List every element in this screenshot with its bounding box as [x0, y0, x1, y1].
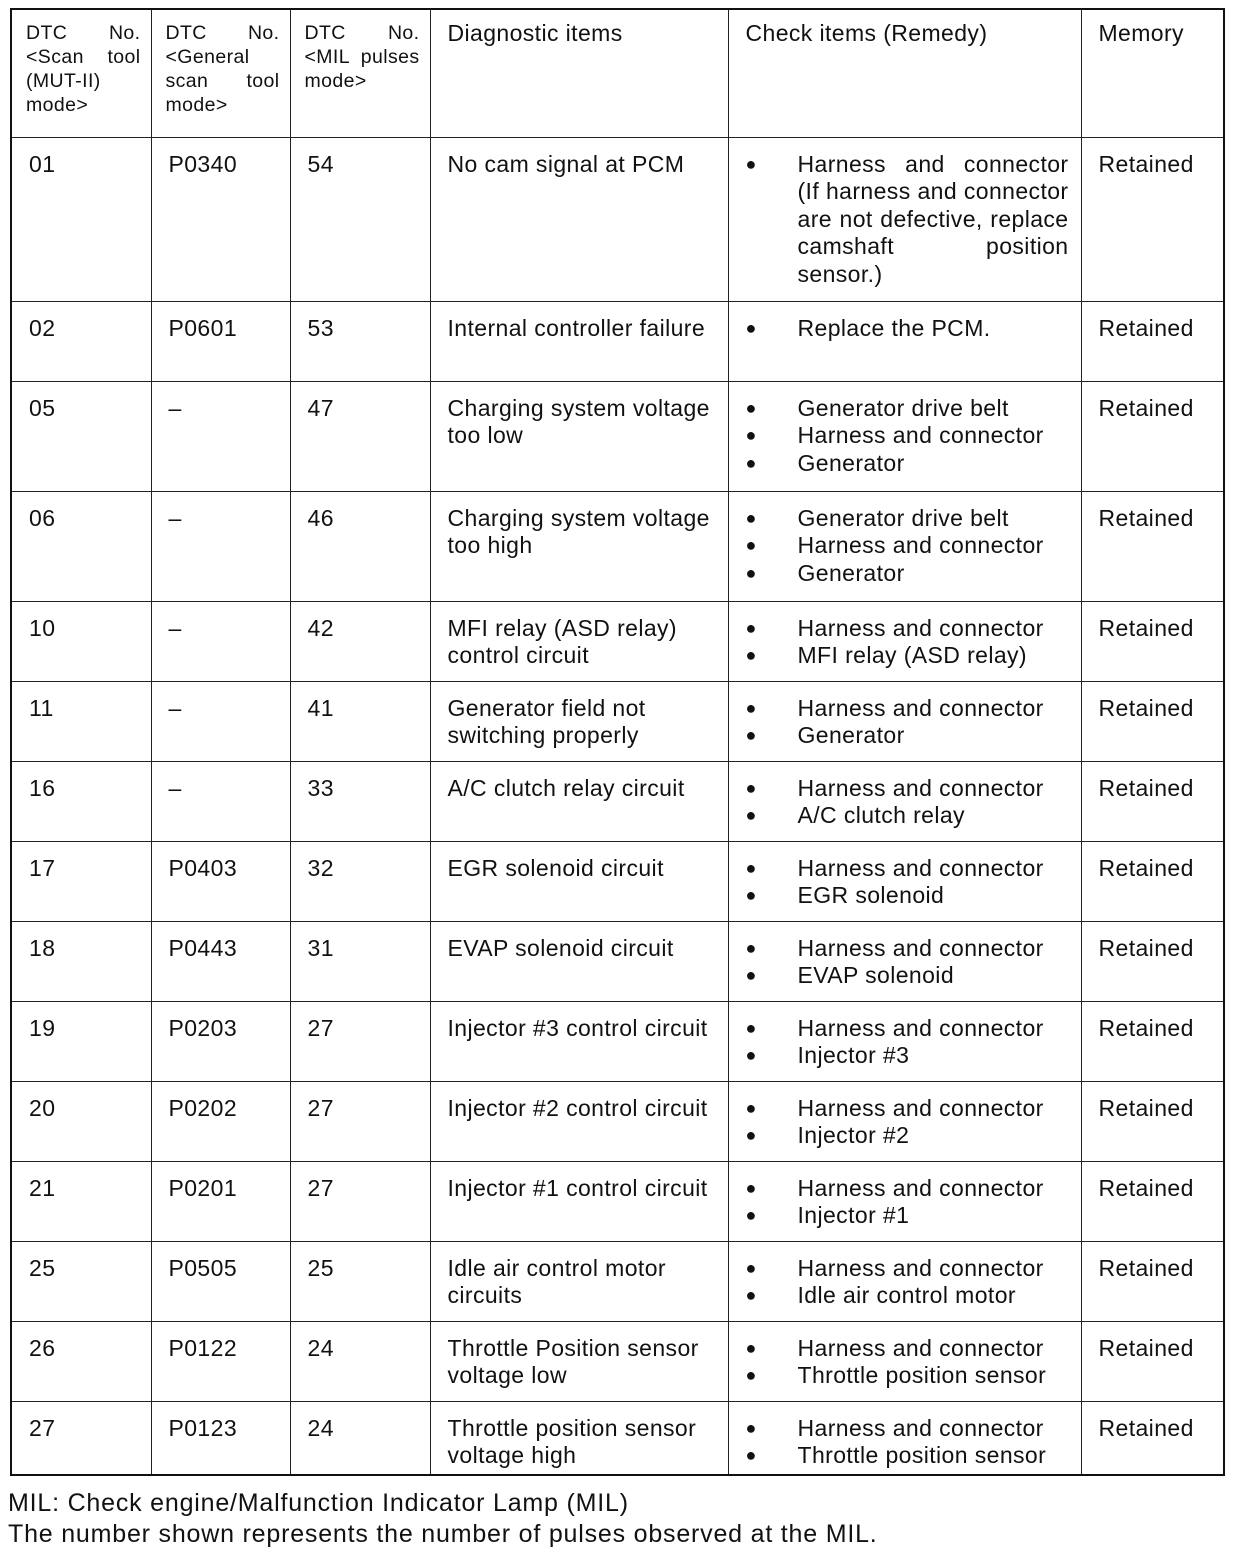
diagnostic-item: Charging system voltage too high: [430, 491, 728, 601]
dtc-mil-pulses: 42: [290, 601, 430, 681]
memory-status: Retained: [1081, 1001, 1224, 1081]
bullet-icon: ●: [745, 805, 757, 826]
bullet-icon: ●: [745, 317, 757, 338]
table-row: [11, 1001, 1224, 1081]
header-mil-pulses: DTC No. <MIL pulses mode>: [290, 9, 430, 137]
bullet-icon: ●: [745, 857, 757, 878]
check-items: [728, 491, 1081, 601]
bullet-icon: ●: [745, 617, 757, 638]
check-items-list: [746, 1015, 1069, 1070]
memory-status: Retained: [1081, 921, 1224, 1001]
check-item: [746, 395, 1069, 423]
table-row: [11, 921, 1224, 1001]
bullet-icon: ●: [745, 1445, 757, 1466]
check-item-text: Idle air control motor: [797, 1282, 1016, 1309]
dtc-mil-pulses: 47: [290, 381, 430, 491]
diagnostic-item: Injector #1 control circuit: [430, 1161, 728, 1241]
check-items: [728, 601, 1081, 681]
dtc-general-scan-code: P0202: [151, 1081, 290, 1161]
dtc-scan-tool-code: 18: [11, 921, 151, 1001]
check-item-text: EGR solenoid: [797, 882, 945, 909]
memory-status: Retained: [1081, 1241, 1224, 1321]
check-item: [746, 1442, 1069, 1470]
bullet-icon: ●: [745, 562, 757, 583]
dtc-general-scan-code: P0403: [151, 841, 290, 921]
memory-status: Retained: [1081, 681, 1224, 761]
dtc-scan-tool-code: 10: [11, 601, 151, 681]
diagnostic-item: Injector #3 control circuit: [430, 1001, 728, 1081]
check-item: [746, 422, 1069, 450]
check-items-list: [746, 151, 1069, 289]
check-item-text: Harness and connector: [797, 614, 1044, 641]
check-item: [746, 450, 1069, 478]
memory-status: Retained: [1081, 1321, 1224, 1401]
table-row: [11, 681, 1224, 761]
check-item-text: Replace the PCM.: [797, 314, 991, 341]
check-item-text: Generator: [797, 449, 905, 476]
bullet-icon: ●: [745, 725, 757, 746]
memory-status: Retained: [1081, 841, 1224, 921]
dtc-mil-pulses: 46: [290, 491, 430, 601]
check-items-list: [746, 1175, 1069, 1230]
dtc-general-scan-code: –: [151, 681, 290, 761]
check-item: [746, 1362, 1069, 1390]
diagnostic-item: Throttle Position sensor voltage low: [430, 1321, 728, 1401]
memory-status: Retained: [1081, 1161, 1224, 1241]
dtc-mil-pulses: 53: [290, 301, 430, 381]
dtc-table: [10, 8, 1225, 1476]
bullet-icon: ●: [745, 535, 757, 556]
header-scan-tool: DTC No. <Scan tool (MUT-II) mode>: [11, 9, 151, 137]
check-items: [728, 381, 1081, 491]
dtc-mil-pulses: 33: [290, 761, 430, 841]
check-item: [746, 802, 1069, 830]
dtc-mil-pulses: 24: [290, 1321, 430, 1401]
dtc-mil-pulses: 27: [290, 1161, 430, 1241]
bullet-icon: ●: [745, 697, 757, 718]
header-row: [11, 9, 1224, 137]
check-item-text: Throttle position sensor: [797, 1362, 1047, 1389]
bullet-icon: ●: [745, 885, 757, 906]
dtc-scan-tool-code: 01: [11, 137, 151, 301]
bullet-icon: ●: [745, 965, 757, 986]
check-item-text: Generator drive belt: [797, 394, 1009, 421]
table-row: [11, 137, 1224, 301]
check-item-text: Injector #2: [797, 1122, 910, 1149]
diagnostic-item: EVAP solenoid circuit: [430, 921, 728, 1001]
bullet-icon: ●: [745, 452, 757, 473]
bullet-icon: ●: [745, 1017, 757, 1038]
check-item: [746, 1202, 1069, 1230]
bullet-icon: ●: [745, 1285, 757, 1306]
bullet-icon: ●: [745, 937, 757, 958]
dtc-mil-pulses: 25: [290, 1241, 430, 1321]
table-row: [11, 301, 1224, 381]
check-item-text: Harness and connector: [797, 422, 1044, 449]
diagnostic-item: Injector #2 control circuit: [430, 1081, 728, 1161]
check-items-list: [746, 395, 1069, 478]
check-item: [746, 1335, 1069, 1363]
check-items-list: [746, 505, 1069, 588]
bullet-icon: ●: [745, 1257, 757, 1278]
check-items: [728, 1161, 1081, 1241]
check-item: [746, 315, 1069, 343]
check-item-text: Harness and connector: [797, 1094, 1044, 1121]
check-item-text: MFI relay (ASD relay): [797, 642, 1027, 669]
diagnostic-item: EGR solenoid circuit: [430, 841, 728, 921]
table-row: [11, 381, 1224, 491]
check-items-list: [746, 1095, 1069, 1150]
header-general-scan: DTC No. <General scan tool mode>: [151, 9, 290, 137]
check-items-list: [746, 855, 1069, 910]
table-row: [11, 841, 1224, 921]
table-row: [11, 1161, 1224, 1241]
table-row: [11, 1321, 1224, 1401]
dtc-general-scan-code: –: [151, 601, 290, 681]
bullet-icon: ●: [745, 1417, 757, 1438]
diagnostic-item: Throttle position sensor voltage high: [430, 1401, 728, 1475]
dtc-general-scan-code: P0601: [151, 301, 290, 381]
check-item: [746, 1042, 1069, 1070]
dtc-general-scan-code: P0340: [151, 137, 290, 301]
table-row: [11, 1081, 1224, 1161]
check-item-text: Harness and connector: [797, 934, 1044, 961]
dtc-general-scan-code: P0201: [151, 1161, 290, 1241]
bullet-icon: ●: [745, 1337, 757, 1358]
check-items: [728, 1241, 1081, 1321]
check-item: [746, 962, 1069, 990]
check-item: [746, 855, 1069, 883]
dtc-mil-pulses: 32: [290, 841, 430, 921]
check-item: [746, 1015, 1069, 1043]
dtc-scan-tool-code: 05: [11, 381, 151, 491]
check-item-text: Generator: [797, 722, 905, 749]
dtc-scan-tool-code: 11: [11, 681, 151, 761]
dtc-scan-tool-code: 25: [11, 1241, 151, 1321]
table-row: [11, 491, 1224, 601]
check-items-list: [746, 775, 1069, 830]
check-item: [746, 1175, 1069, 1203]
check-item-text: Generator: [797, 559, 905, 586]
footnote-pulses-note: The number shown represents the number of pulses observed at the MIL.: [8, 1520, 878, 1548]
check-item: [746, 151, 1069, 289]
bullet-icon: ●: [745, 1097, 757, 1118]
check-item: [746, 615, 1069, 643]
check-items: [728, 301, 1081, 381]
check-item-text: Harness and connector: [797, 1334, 1044, 1361]
check-item-text: Generator drive belt: [797, 504, 1009, 531]
dtc-scan-tool-code: 02: [11, 301, 151, 381]
dtc-scan-tool-code: 06: [11, 491, 151, 601]
check-items: [728, 1001, 1081, 1081]
bullet-icon: ●: [745, 153, 757, 174]
check-item: [746, 642, 1069, 670]
bullet-icon: ●: [745, 645, 757, 666]
check-items: [728, 1321, 1081, 1401]
bullet-icon: ●: [745, 397, 757, 418]
bullet-icon: ●: [745, 1365, 757, 1386]
check-item-text: A/C clutch relay: [797, 802, 965, 829]
dtc-mil-pulses: 27: [290, 1001, 430, 1081]
bullet-icon: ●: [745, 425, 757, 446]
check-items-list: [746, 695, 1069, 750]
memory-status: Retained: [1081, 1081, 1224, 1161]
check-item: [746, 882, 1069, 910]
table-row: [11, 601, 1224, 681]
footnote: [8, 1488, 1238, 1550]
dtc-scan-tool-code: 26: [11, 1321, 151, 1401]
check-item: [746, 505, 1069, 533]
memory-status: Retained: [1081, 491, 1224, 601]
dtc-general-scan-code: P0123: [151, 1401, 290, 1475]
diagnostic-item: Generator field not switching properly: [430, 681, 728, 761]
memory-status: Retained: [1081, 137, 1224, 301]
check-items: [728, 921, 1081, 1001]
check-item-text: Harness and connector: [797, 774, 1044, 801]
check-items-list: [746, 1255, 1069, 1310]
dtc-mil-pulses: 27: [290, 1081, 430, 1161]
check-items: [728, 1081, 1081, 1161]
dtc-general-scan-code: –: [151, 761, 290, 841]
diagnostic-item: Internal controller failure: [430, 301, 728, 381]
dtc-scan-tool-code: 17: [11, 841, 151, 921]
dtc-mil-pulses: 31: [290, 921, 430, 1001]
check-item: [746, 560, 1069, 588]
memory-status: Retained: [1081, 381, 1224, 491]
check-item-text: Injector #3: [797, 1042, 910, 1069]
check-item-text: EVAP solenoid: [797, 962, 955, 989]
memory-status: Retained: [1081, 601, 1224, 681]
check-item-text: Harness and connector: [797, 1254, 1044, 1281]
header-diagnostic-items: Diagnostic items: [430, 9, 728, 137]
dtc-scan-tool-code: 19: [11, 1001, 151, 1081]
check-items-list: [746, 1335, 1069, 1390]
diagnostic-item: No cam signal at PCM: [430, 137, 728, 301]
dtc-scan-tool-code: 16: [11, 761, 151, 841]
header-check-items: Check items (Remedy): [728, 9, 1081, 137]
dtc-scan-tool-code: 21: [11, 1161, 151, 1241]
check-items-list: [746, 935, 1069, 990]
check-item-text: Harness and connector: [797, 694, 1044, 721]
check-item-text: Harness and connector: [797, 1414, 1044, 1441]
check-item-text: Harness and connector: [797, 1014, 1044, 1041]
bullet-icon: ●: [745, 507, 757, 528]
check-items: [728, 1401, 1081, 1475]
check-item-text: Injector #1: [797, 1202, 910, 1229]
dtc-general-scan-code: –: [151, 491, 290, 601]
dtc-table-body: [11, 137, 1224, 1475]
check-item-text: Harness and connector: [797, 1174, 1044, 1201]
check-item: [746, 1122, 1069, 1150]
bullet-icon: ●: [745, 777, 757, 798]
check-item-text: Throttle position sensor: [797, 1442, 1047, 1469]
check-items: [728, 137, 1081, 301]
memory-status: Retained: [1081, 301, 1224, 381]
memory-status: Retained: [1081, 761, 1224, 841]
dtc-general-scan-code: –: [151, 381, 290, 491]
diagnostic-item: A/C clutch relay circuit: [430, 761, 728, 841]
dtc-mil-pulses: 41: [290, 681, 430, 761]
check-items: [728, 841, 1081, 921]
header-memory: Memory: [1081, 9, 1224, 137]
dtc-mil-pulses: 24: [290, 1401, 430, 1475]
check-item: [746, 722, 1069, 750]
dtc-scan-tool-code: 20: [11, 1081, 151, 1161]
bullet-icon: ●: [745, 1125, 757, 1146]
check-items-list: [746, 315, 1069, 343]
diagnostic-item: Charging system voltage too low: [430, 381, 728, 491]
dtc-general-scan-code: P0203: [151, 1001, 290, 1081]
check-items: [728, 681, 1081, 761]
diagnostic-item: MFI relay (ASD relay) control circuit: [430, 601, 728, 681]
check-item-text: Harness and connector: [797, 532, 1044, 559]
check-item-text: Harness and connector: [797, 854, 1044, 881]
footnote-mil-definition: MIL: Check engine/Malfunction Indicator Lamp (MIL): [8, 1489, 629, 1517]
bullet-icon: ●: [745, 1045, 757, 1066]
table-row: [11, 761, 1224, 841]
check-items-list: [746, 1415, 1069, 1470]
dtc-scan-tool-code: 27: [11, 1401, 151, 1475]
dtc-mil-pulses: 54: [290, 137, 430, 301]
table-row: [11, 1241, 1224, 1321]
dtc-general-scan-code: P0122: [151, 1321, 290, 1401]
check-item: [746, 532, 1069, 560]
check-item: [746, 775, 1069, 803]
check-items: [728, 761, 1081, 841]
check-item: [746, 695, 1069, 723]
check-item: [746, 935, 1069, 963]
bullet-icon: ●: [745, 1177, 757, 1198]
table-row: [11, 1401, 1224, 1475]
bullet-icon: ●: [745, 1205, 757, 1226]
check-item: [746, 1282, 1069, 1310]
check-item: [746, 1095, 1069, 1123]
check-item-text: Harness and connector (If harness and connector are not defective, replace camshaft position sensor.): [797, 150, 1069, 287]
diagnostic-item: Idle air control motor circuits: [430, 1241, 728, 1321]
check-item: [746, 1255, 1069, 1283]
dtc-general-scan-code: P0443: [151, 921, 290, 1001]
memory-status: Retained: [1081, 1401, 1224, 1475]
dtc-general-scan-code: P0505: [151, 1241, 290, 1321]
check-item: [746, 1415, 1069, 1443]
check-items-list: [746, 615, 1069, 670]
